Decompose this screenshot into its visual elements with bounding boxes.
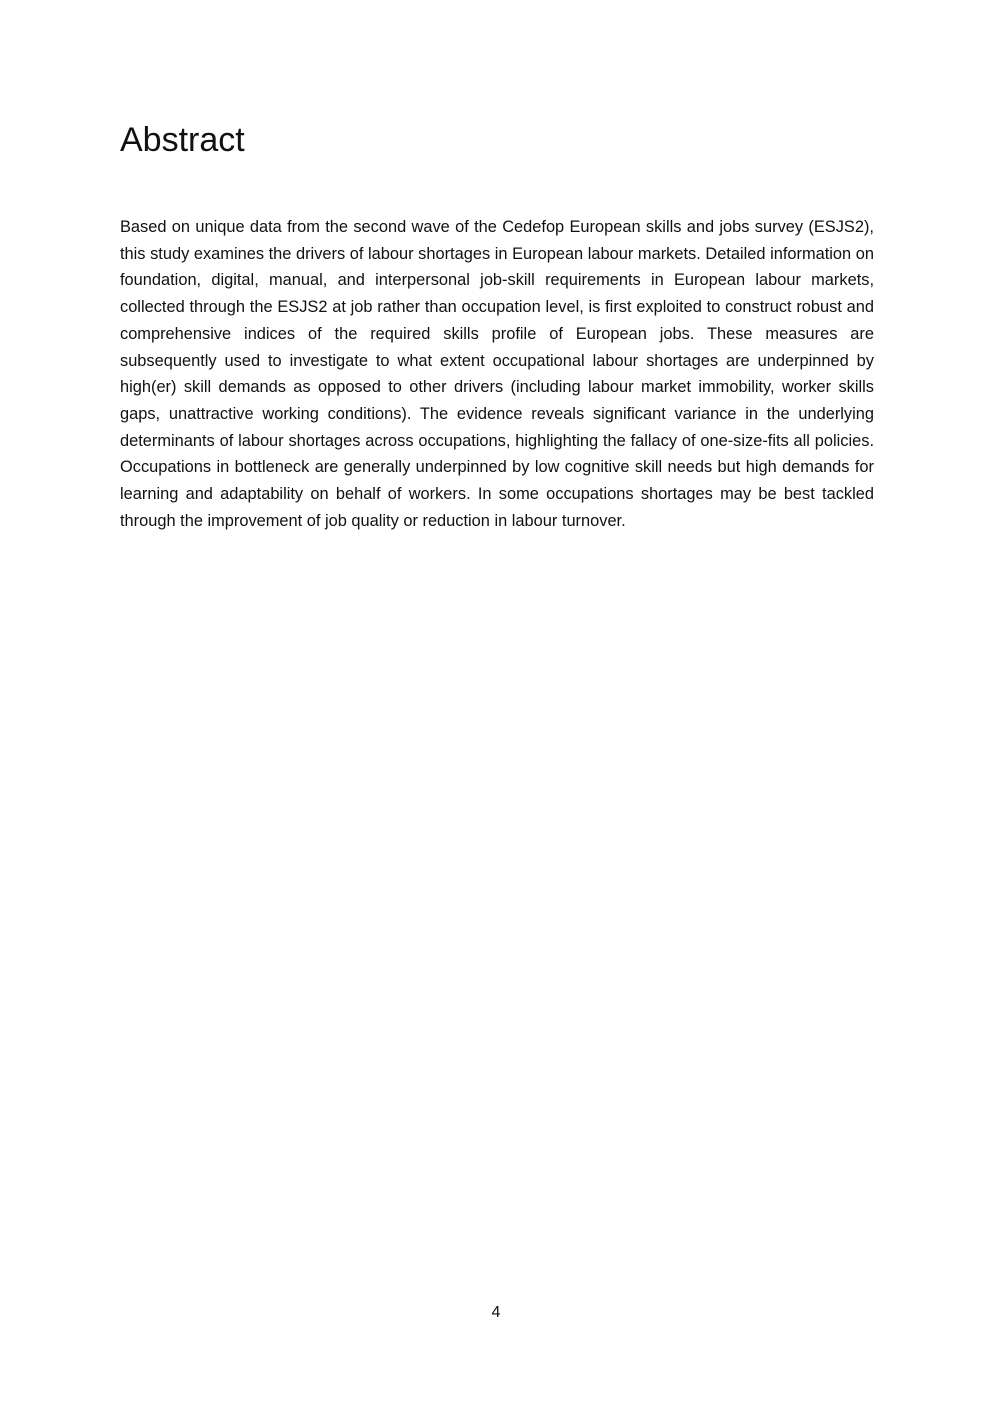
- abstract-paragraph: Based on unique data from the second wave of the Cedefop European skills and jobs survey (ESJS2), this study examines the drivers of labour shortages in European labour markets. Detailed information on foundation, digital, manual, and interpersonal job-skill requirements in European labour markets, collected through the ESJS2 at job rather than occupation level, is first exploited to construct robust and comprehensive indices of the required skills profile of European jobs. These measures are subsequently used to investigate to what extent occupational labour shortages are underpinned by high(er) skill demands as opposed to other drivers (including labour market immobility, worker skills gaps, unattractive working conditions). The evidence reveals significant variance in the underlying determinants of labour shortages across occupations, highlighting the fallacy of one-size-fits all policies. Occupations in bottleneck are generally underpinned by low cognitive skill needs but high demands for learning and adaptability on behalf of workers. In some occupations shortages may be best tackled through the improvement of job quality or reduction in labour turnover.: [120, 218, 874, 530]
- page-number: 4: [491, 1304, 501, 1321]
- section-heading: Abstract: [120, 121, 245, 159]
